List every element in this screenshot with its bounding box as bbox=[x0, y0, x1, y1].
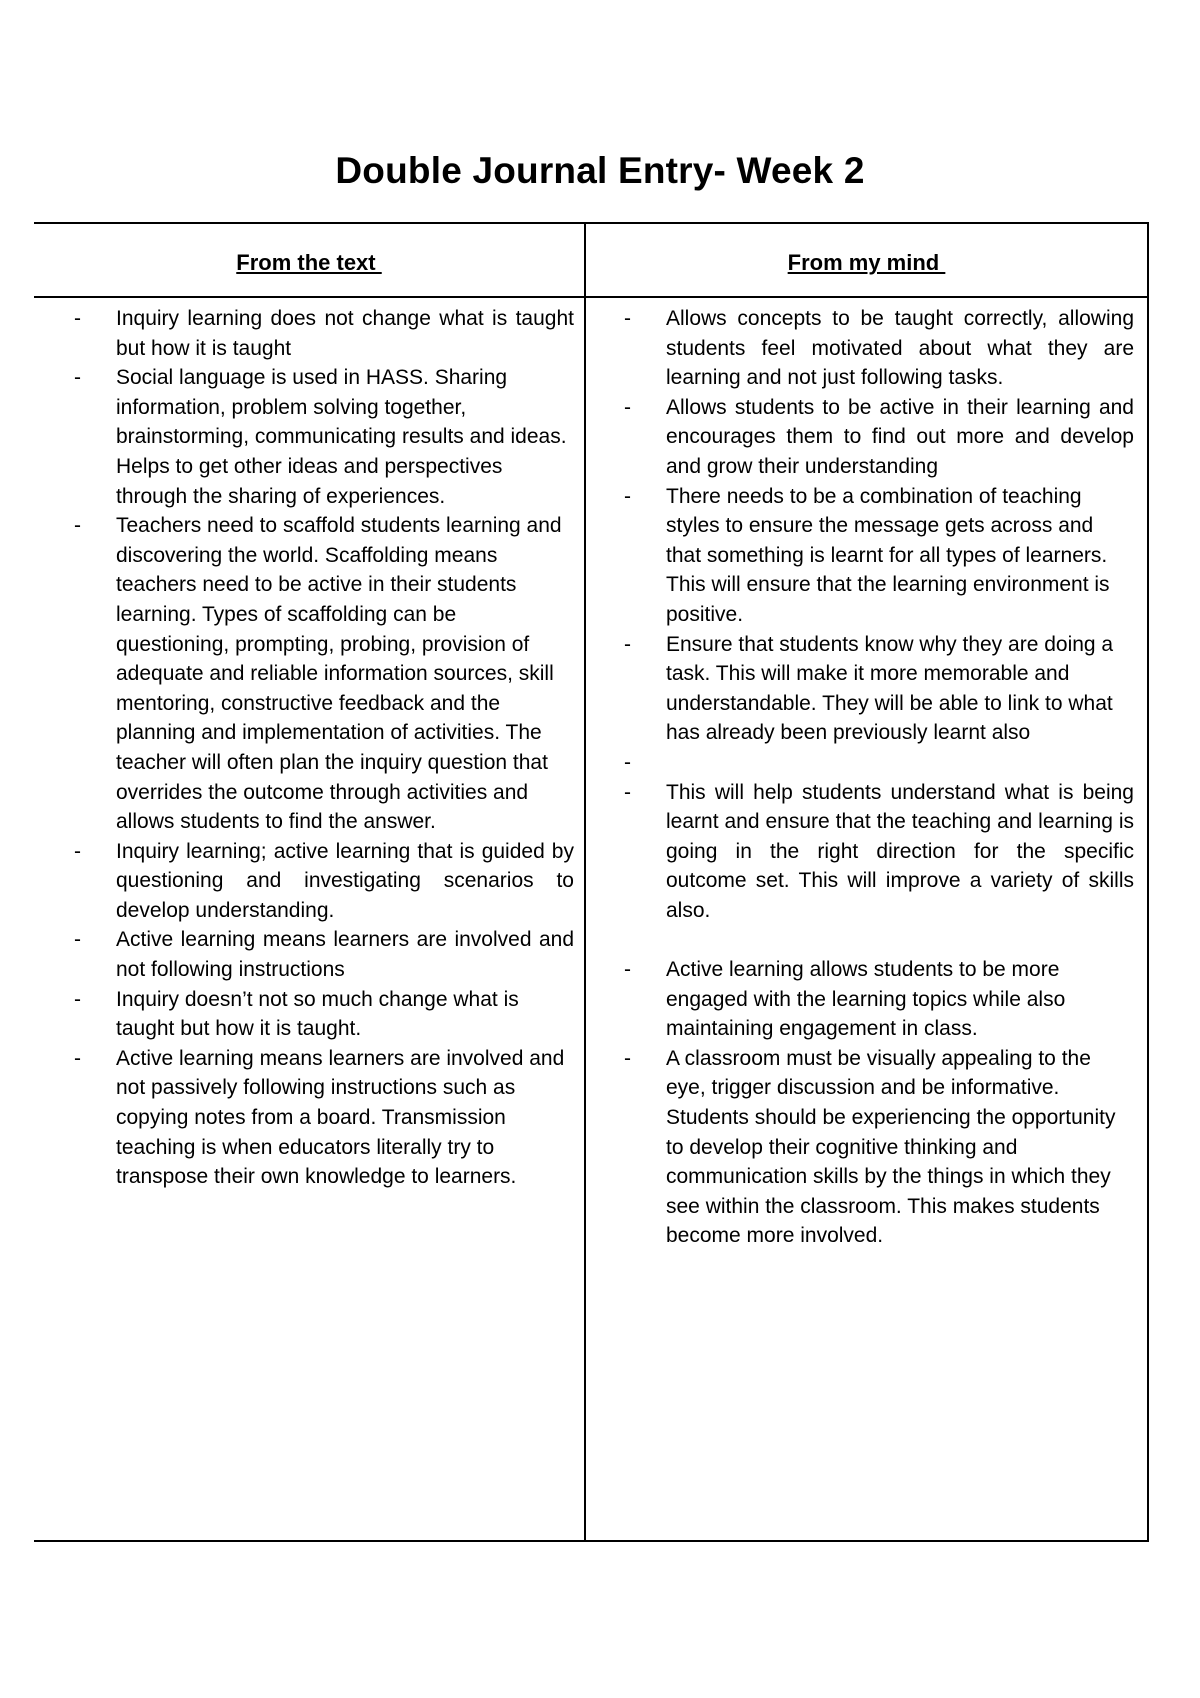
column-header-from-mind: From my mind bbox=[787, 250, 946, 275]
list-item bbox=[624, 304, 1134, 393]
list-item bbox=[624, 630, 1134, 748]
bullet-dash: - bbox=[74, 839, 81, 863]
list-item bbox=[624, 778, 1134, 926]
list-item bbox=[624, 393, 1134, 482]
bullet-dash: - bbox=[624, 780, 631, 804]
journal-table bbox=[34, 222, 1149, 1542]
list-item bbox=[624, 955, 1134, 1044]
list-item bbox=[74, 511, 574, 837]
list-item-text: Allows students to be active in their learning and encourages them to find out more and develop and grow their understanding bbox=[666, 395, 1134, 478]
list-item-text: Teachers need to scaffold students learning and discovering the world. Scaffolding means teachers need to be active in their students learning. Types of scaffolding can be questioning, prompting, probing, provision of adequate and reliable information sources, skill mentoring, constructive feedback and the planning and implementation of activities. The teacher will often plan the inquiry question that overrides the outcome through activities and allows students to find the answer. bbox=[116, 514, 562, 834]
header-rule bbox=[34, 296, 1147, 298]
bullet-dash: - bbox=[624, 484, 631, 508]
list-item-text: Active learning means learners are involved and not following instructions bbox=[116, 928, 574, 982]
from-text-list bbox=[74, 304, 574, 1192]
document-title: Double Journal Entry- Week 2 bbox=[335, 150, 865, 191]
bullet-dash: - bbox=[74, 928, 81, 952]
list-item-text: Allows concepts to be taught correctly, allowing students feel motivated about what they are learning and not just following tasks. bbox=[666, 307, 1134, 390]
bullet-dash: - bbox=[624, 395, 631, 419]
list-item-text: This will help students understand what is being learnt and ensure that the teaching and learning is going in the right direction for the specific outcome set. This will improve a variety of skills also. bbox=[666, 780, 1134, 922]
column-divider bbox=[584, 224, 586, 1540]
bullet-dash: - bbox=[74, 366, 81, 390]
list-item-text: Inquiry learning does not change what is taught but how it is taught bbox=[116, 307, 574, 360]
column-header-from-text: From the text bbox=[236, 250, 382, 275]
list-item bbox=[74, 837, 574, 926]
list-item-empty bbox=[624, 748, 1134, 778]
bullet-dash: - bbox=[624, 1046, 631, 1070]
list-item-text: Social language is used in HASS. Sharing information, problem solving together, brainstorming, communicating results and ideas. Helps to get other ideas and perspectives through the sharing of experiences. bbox=[116, 366, 567, 508]
list-item bbox=[74, 363, 574, 511]
list-item-text: There needs to be a combination of teaching styles to ensure the message gets across and that something is learnt for all types of learners. This will ensure that the learning environment is positive. bbox=[666, 484, 1110, 626]
list-item bbox=[624, 1044, 1134, 1251]
list-item-text: Active learning allows students to be more engaged with the learning topics while also maintaining engagement in class. bbox=[666, 958, 1066, 1041]
list-item bbox=[74, 1044, 574, 1192]
list-item bbox=[624, 482, 1134, 630]
bullet-dash: - bbox=[624, 632, 631, 656]
list-item bbox=[74, 925, 574, 984]
list-item bbox=[74, 304, 574, 363]
from-mind-list bbox=[624, 304, 1134, 1251]
list-item-text bbox=[666, 748, 1134, 778]
list-item-text: Ensure that students know why they are doing a task. This will make it more memorable and understandable. They will be able to link to what has already been previously learnt also bbox=[666, 632, 1114, 745]
list-item-text: A classroom must be visually appealing to the eye, trigger discussion and be informative. Students should be experiencing the opportunity to develop their cognitive thinking and communication skills by the things in which they see within the classroom. This makes students become more involved. bbox=[666, 1046, 1116, 1248]
bullet-dash: - bbox=[74, 514, 81, 538]
list-item-text: Inquiry doesn’t not so much change what is taught but how it is taught. bbox=[116, 987, 519, 1041]
bullet-dash: - bbox=[74, 987, 81, 1011]
list-item bbox=[74, 985, 574, 1044]
list-item-text: Active learning means learners are involved and not passively following instructions such as copying notes from a board. Transmission teaching is when educators literally try to transpose their own knowledge to learners. bbox=[116, 1046, 565, 1189]
bullet-dash: - bbox=[624, 750, 631, 774]
bullet-dash: - bbox=[74, 307, 81, 330]
list-item-text: Inquiry learning; active learning that is guided by questioning and investigating scenarios to develop understanding. bbox=[116, 839, 574, 922]
bullet-dash: - bbox=[624, 307, 631, 330]
bullet-dash: - bbox=[624, 958, 631, 982]
bullet-dash: - bbox=[74, 1046, 81, 1070]
